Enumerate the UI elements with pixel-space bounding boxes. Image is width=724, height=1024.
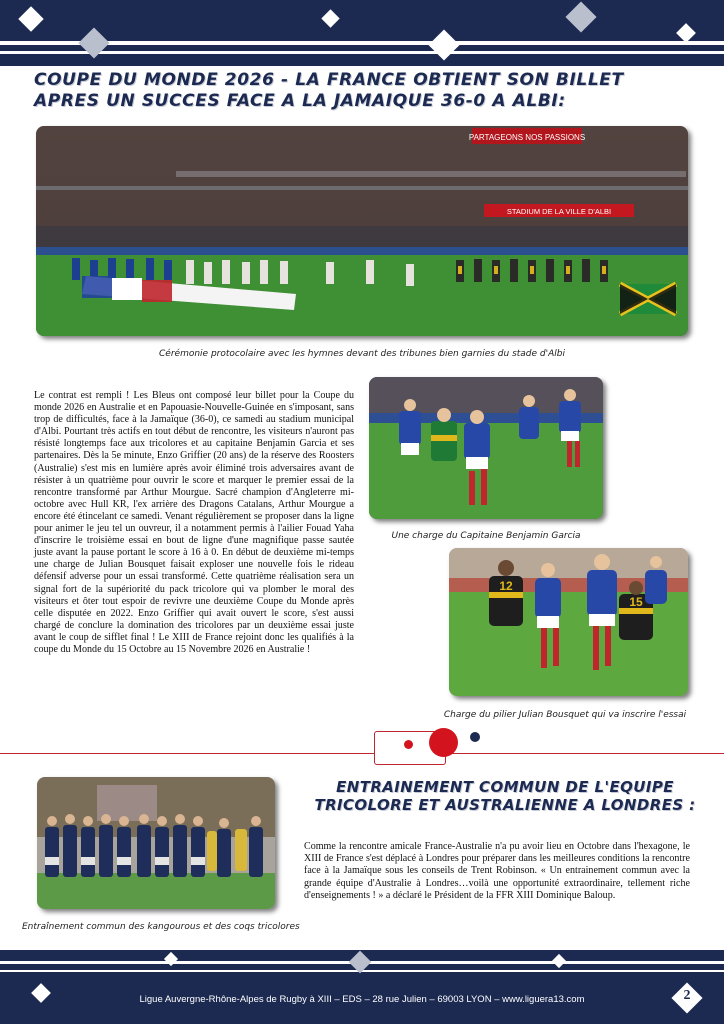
decorative-diamond (565, 1, 596, 32)
article2-body: Comme la rencontre amicale France-Australie n'a pu avoir lieu en Octobre dans l'hexagone, le XIII de France s'est déplacé à Londres pour préparer dans les meilleures conditions la rencontre face à la Jamaïque sous les conseils de Trent Robinson. « Un entrainement commun avec la grande équipe d'Australie à Londres…voilà une opportunité extraordinaire, tellement riche d'enseignements ! » a déclaré le Président de la FFR XIII Dominique Baloup. (304, 841, 690, 901)
stadium-ceremony-photo (36, 126, 688, 336)
training-photo (37, 777, 275, 909)
garcia-charge-photo (369, 377, 603, 519)
jersey-number: 15 (629, 595, 643, 609)
article-title: COUPE DU MONDE 2026 - LA FRANCE OBTIENT SON BILLET APRES UN SUCCES FACE A LA JAMAIQUE 36-0 A ALBI: (34, 70, 624, 111)
decorative-diamond (428, 29, 459, 60)
jersey-number: 12 (499, 579, 513, 593)
garcia-photo-caption: Une charge du Capitaine Benjamin Garcia (391, 531, 581, 541)
header-stripe-thin (0, 51, 724, 54)
banner-text: PARTAGEONS NOS PASSIONS (468, 133, 586, 142)
decorative-diamond (552, 954, 566, 968)
section-divider (0, 753, 724, 754)
article-body: Le contrat est rempli ! Les Bleus ont composé leur billet pour la Coupe du monde 2026 en Australie et en Papouasie-Nouvelle-Guinée en s'imposant, sans trop de difficultés, face à la Jamaïque (36-0), ce samedi au stadium municipal d'Albi. Pourtant très actifs en tout début de rencontre, les visiteurs n'auront pas résisté longtemps face aux tricolores et au capitaine Benjamin Garcia et ses partenaires. Dès la 5e minute, Enzo Griffier (20 ans) de la réserve des Roosters (Australie) s'est mis en lumière après avoir éliminé trois adversaires avant de résister à un quatrième pour ouvrir le score et marquer le premier essai de la rencontre transformé par Arthur Mourgue. Sacré champion d'Angleterre mi-octobre avec Hull KR, l'ex arrière des Dragons Catalans, Arthur Mourgue a encore été étincelant ce samedi. Venant régulièrement se proposer dans la ligne pour animer le jeu tel un ouvreur, il a notamment permis à l'ailier Fouad Yaha d'inscrire le troisième essai en bout de ligne d'une magnifique passe sautée juste avant la pause portant le score à 16 à 0. En début de deuxième mi-temps une charge de Julian Bousquet faisait exploser une nouvelle fois le rideau défensif adverse pour un essai transformé. Cette quatrième réalisation sera un signal fort de la supériorité du pack tricolore qui va plomber le moral des visiteurs et ôter tout espoir de revivre une deuxième Coupe du Monde après celle disputée en 2022. Enzo Griffier qui avait ouvert le score, s'est aussi chargé de conclure la domination des tricolores par un deuxième essai juste avant le coup de sifflet final ! Le XIII de France rejoint donc les qualifiés à la coupe du Monde du 15 Octobre au 15 Novembre 2026 en Australie ! (34, 390, 354, 655)
footer-band (0, 950, 724, 1024)
bousquet-charge-photo (449, 548, 688, 696)
training-photo-caption: Entraînement commun des kangourous et des coqs tricolores (22, 922, 300, 932)
divider-small-red-dot (404, 740, 413, 749)
decorative-diamond (321, 9, 339, 27)
bousquet-photo-caption: Charge du pilier Julian Bousquet qui va inscrire l'essai (443, 710, 687, 720)
header-band (0, 0, 724, 66)
article2-title: ENTRAINEMENT COMMUN DE L'EQUIPE TRICOLORE ET AUSTRALIENNE A LONDRES : (314, 778, 696, 814)
decorative-diamond (18, 6, 43, 31)
page-number: 2 (683, 988, 691, 1003)
footer-address: Ligue Auvergne-Rhône-Alpes de Rugby à XIII – EDS – 28 rue Julien – 69003 LYON – www.liguera13.com (139, 994, 585, 1005)
divider-navy-dot (470, 732, 480, 742)
divider-red-dot (429, 728, 458, 757)
stadium-sign: STADIUM DE LA VILLE D'ALBI (506, 207, 612, 216)
decorative-diamond (676, 23, 696, 43)
stadium-photo-caption: Cérémonie protocolaire avec les hymnes devant des tribunes bien garnies du stade d'Albi (159, 349, 565, 359)
